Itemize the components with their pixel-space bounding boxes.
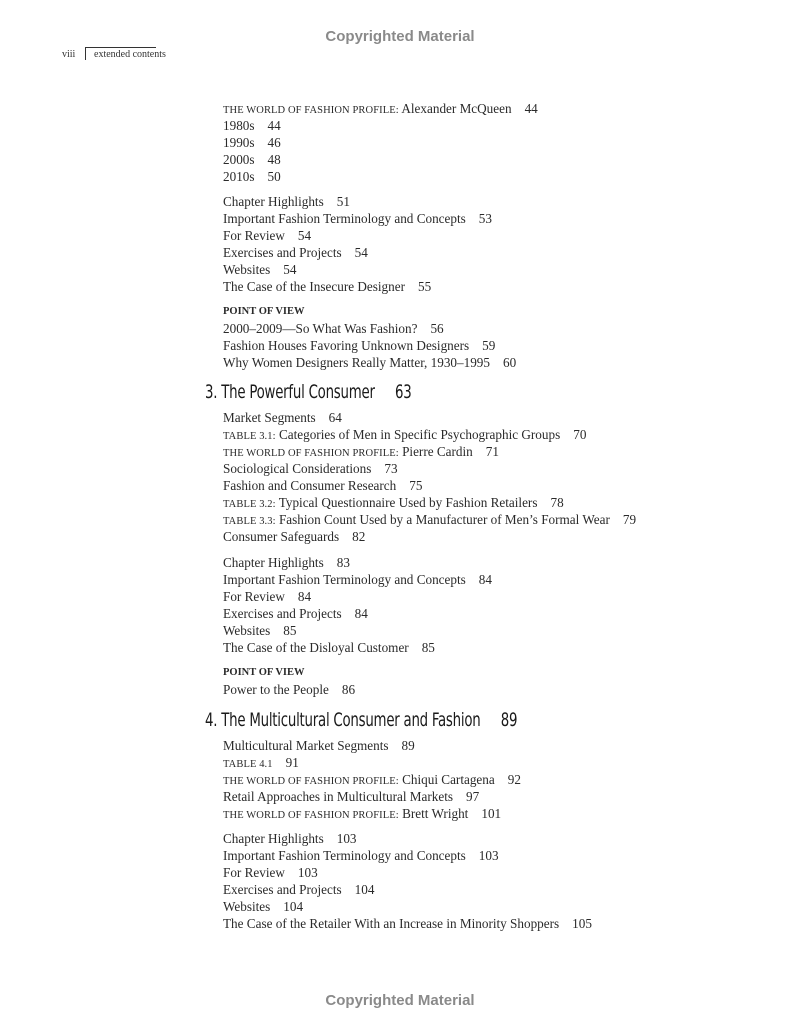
- entry-title: Why Women Designers Really Matter, 1930–1995: [223, 355, 490, 370]
- entry-title: 1990s: [223, 135, 255, 150]
- entry-prefix: TABLE 3.3:: [223, 516, 276, 527]
- toc-entry[interactable]: [223, 494, 636, 511]
- entry-title: Retail Approaches in Multicultural Markets: [223, 789, 453, 804]
- entry-page: 84: [354, 606, 368, 621]
- entry-page: 85: [283, 623, 297, 638]
- toc-entry[interactable]: [223, 354, 516, 371]
- entry-prefix: THE WORLD OF FASHION PROFILE:: [223, 448, 399, 459]
- toc-entry[interactable]: [223, 511, 636, 528]
- toc-entry[interactable]: [223, 754, 521, 771]
- toc-entry[interactable]: [223, 847, 592, 864]
- chapter-page: 63: [394, 381, 412, 403]
- entry-page: 89: [401, 738, 415, 753]
- entry-page: 55: [418, 279, 432, 294]
- toc-entry[interactable]: [223, 320, 516, 337]
- entry-title: 2000s: [223, 152, 255, 167]
- toc-entry[interactable]: [223, 915, 592, 932]
- entry-title: Sociological Considerations: [223, 461, 372, 476]
- toc-group: [223, 303, 516, 371]
- toc-entry[interactable]: [223, 278, 492, 295]
- toc-entry[interactable]: [223, 554, 492, 571]
- entry-page: 86: [341, 682, 356, 697]
- point-of-view-heading: POINT OF VIEW: [223, 667, 305, 678]
- entry-page: 56: [430, 321, 444, 336]
- entry-page: 104: [283, 899, 304, 914]
- toc-entry[interactable]: [223, 134, 538, 151]
- entry-page: 54: [354, 245, 368, 260]
- entry-page: 84: [478, 572, 492, 587]
- entry-title: Alexander McQueen: [401, 101, 512, 116]
- entry-title: Chapter Highlights: [223, 555, 324, 570]
- toc-entry[interactable]: [223, 771, 521, 788]
- entry-title: Websites: [223, 623, 271, 638]
- toc-entry[interactable]: [223, 528, 636, 545]
- entry-title: Market Segments: [223, 410, 316, 425]
- entry-title: The Case of the Insecure Designer: [223, 279, 405, 294]
- entry-prefix: TABLE 3.2:: [223, 499, 276, 510]
- toc-entry[interactable]: [223, 681, 355, 698]
- entry-page: 44: [267, 118, 281, 133]
- entry-page: 70: [573, 427, 587, 442]
- chapter-heading[interactable]: [205, 709, 517, 731]
- entry-prefix: THE WORLD OF FASHION PROFILE:: [223, 776, 399, 787]
- toc-entry[interactable]: [223, 588, 492, 605]
- entry-page: 91: [285, 755, 299, 770]
- toc-entry[interactable]: [223, 571, 492, 588]
- entry-page: 48: [267, 152, 281, 167]
- entry-page: 78: [550, 495, 564, 510]
- entry-page: 92: [507, 772, 521, 787]
- entry-title: Fashion Count Used by a Manufacturer of Men’s Formal Wear: [278, 512, 610, 527]
- chapter-title: 3. The Powerful Consumer: [205, 381, 375, 403]
- entry-prefix: THE WORLD OF FASHION PROFILE:: [223, 810, 399, 821]
- toc-entry[interactable]: [223, 210, 492, 227]
- entry-title: Exercises and Projects: [223, 882, 342, 897]
- toc-entry[interactable]: [223, 168, 538, 185]
- entry-title: For Review: [223, 228, 285, 243]
- toc-entry[interactable]: [223, 737, 521, 754]
- toc-entry[interactable]: [223, 460, 636, 477]
- entry-page: 64: [328, 410, 342, 425]
- entry-prefix: THE WORLD OF FASHION PROFILE:: [223, 105, 399, 116]
- entry-title: Consumer Safeguards: [223, 529, 340, 544]
- entry-page: 103: [336, 831, 357, 846]
- copyright-watermark-top: Copyrighted Material: [325, 28, 475, 45]
- entry-page: 71: [485, 444, 499, 459]
- entry-title: For Review: [223, 589, 285, 604]
- copyright-watermark-bottom: Copyrighted Material: [325, 992, 475, 1009]
- entry-title: The Case of the Disloyal Customer: [223, 640, 409, 655]
- toc-entry[interactable]: [223, 409, 636, 426]
- toc-entry[interactable]: [223, 881, 592, 898]
- toc-group: [223, 830, 592, 932]
- toc-entry[interactable]: [223, 193, 492, 210]
- toc-entry[interactable]: [223, 426, 636, 443]
- entry-title: Typical Questionnaire Used by Fashion Retailers: [278, 495, 538, 510]
- toc-entry[interactable]: [223, 117, 538, 134]
- entry-title: Fashion Houses Favoring Unknown Designers: [223, 338, 470, 353]
- entry-page: 97: [466, 789, 480, 804]
- toc-entry[interactable]: [223, 443, 636, 460]
- entry-title: Fashion and Consumer Research: [223, 478, 397, 493]
- toc-group: [223, 664, 355, 698]
- entry-title: Chapter Highlights: [223, 831, 324, 846]
- entry-page: 79: [622, 512, 637, 527]
- entry-title: Chiqui Cartagena: [402, 772, 495, 787]
- entry-page: 46: [267, 135, 281, 150]
- toc-group: [223, 193, 492, 295]
- toc-entry[interactable]: [223, 605, 492, 622]
- entry-title: Chapter Highlights: [223, 194, 324, 209]
- toc-entry[interactable]: [223, 100, 538, 117]
- entry-prefix: TABLE 4.1: [223, 759, 273, 770]
- entry-title: Categories of Men in Specific Psychographic Groups: [278, 427, 561, 442]
- entry-title: Exercises and Projects: [223, 245, 342, 260]
- entry-page: 105: [572, 916, 592, 931]
- entry-title: Power to the People: [223, 682, 329, 697]
- toc-entry[interactable]: [223, 244, 492, 261]
- toc-entry[interactable]: [223, 622, 492, 639]
- entry-page: 82: [352, 529, 366, 544]
- entry-title: Multicultural Market Segments: [223, 738, 389, 753]
- entry-title: Exercises and Projects: [223, 606, 342, 621]
- toc-entry[interactable]: [223, 639, 492, 656]
- entry-title: Websites: [223, 899, 271, 914]
- entry-page: 83: [336, 555, 350, 570]
- entry-page: 54: [283, 262, 297, 277]
- entry-page: 60: [503, 355, 517, 370]
- entry-page: 51: [336, 194, 350, 209]
- toc-entry[interactable]: [223, 864, 592, 881]
- entry-title: The Case of the Retailer With an Increase in Minority Shoppers: [223, 916, 560, 931]
- entry-title: Brett Wright: [402, 806, 469, 821]
- entry-title: 1980s: [223, 118, 255, 133]
- page-number: viii: [62, 49, 76, 60]
- toc-entry[interactable]: [223, 477, 636, 494]
- chapter-heading[interactable]: [205, 381, 411, 403]
- toc-entry[interactable]: [223, 227, 492, 244]
- entry-prefix: TABLE 3.1:: [223, 431, 276, 442]
- entry-page: 103: [478, 848, 499, 863]
- chapter-page: 89: [500, 709, 518, 731]
- entry-page: 75: [409, 478, 423, 493]
- point-of-view-heading: POINT OF VIEW: [223, 306, 305, 317]
- toc-entry[interactable]: [223, 788, 521, 805]
- toc-entry[interactable]: [223, 805, 521, 822]
- toc-group: [223, 737, 521, 822]
- toc-group: [223, 554, 492, 656]
- entry-page: 84: [297, 589, 312, 604]
- toc-entry[interactable]: [223, 337, 516, 354]
- chapter-title: 4. The Multicultural Consumer and Fashion: [205, 709, 481, 731]
- toc-entry[interactable]: [223, 151, 538, 168]
- entry-title: For Review: [223, 865, 285, 880]
- entry-page: 85: [421, 640, 435, 655]
- toc-entry[interactable]: [223, 261, 492, 278]
- entry-page: 50: [267, 169, 281, 184]
- toc-group: [223, 100, 538, 185]
- running-head-title: extended contents: [94, 49, 166, 60]
- entry-page: 101: [481, 806, 502, 821]
- entry-title: Important Fashion Terminology and Concepts: [223, 211, 466, 226]
- entry-page: 59: [482, 338, 496, 353]
- entry-title: Pierre Cardin: [402, 444, 473, 459]
- entry-title: Important Fashion Terminology and Concepts: [223, 572, 466, 587]
- entry-title: Websites: [223, 262, 271, 277]
- entry-page: 73: [384, 461, 398, 476]
- entry-page: 104: [354, 882, 375, 897]
- entry-title: Important Fashion Terminology and Concepts: [223, 848, 466, 863]
- entry-title: 2010s: [223, 169, 255, 184]
- entry-page: 54: [297, 228, 312, 243]
- running-head: [62, 49, 166, 60]
- entry-page: 53: [478, 211, 492, 226]
- toc-entry[interactable]: [223, 898, 592, 915]
- entry-page: 44: [524, 101, 538, 116]
- toc-group: [223, 409, 636, 545]
- entry-page: 103: [297, 865, 318, 880]
- toc-entry[interactable]: [223, 830, 592, 847]
- entry-title: 2000–2009—So What Was Fashion?: [223, 321, 418, 336]
